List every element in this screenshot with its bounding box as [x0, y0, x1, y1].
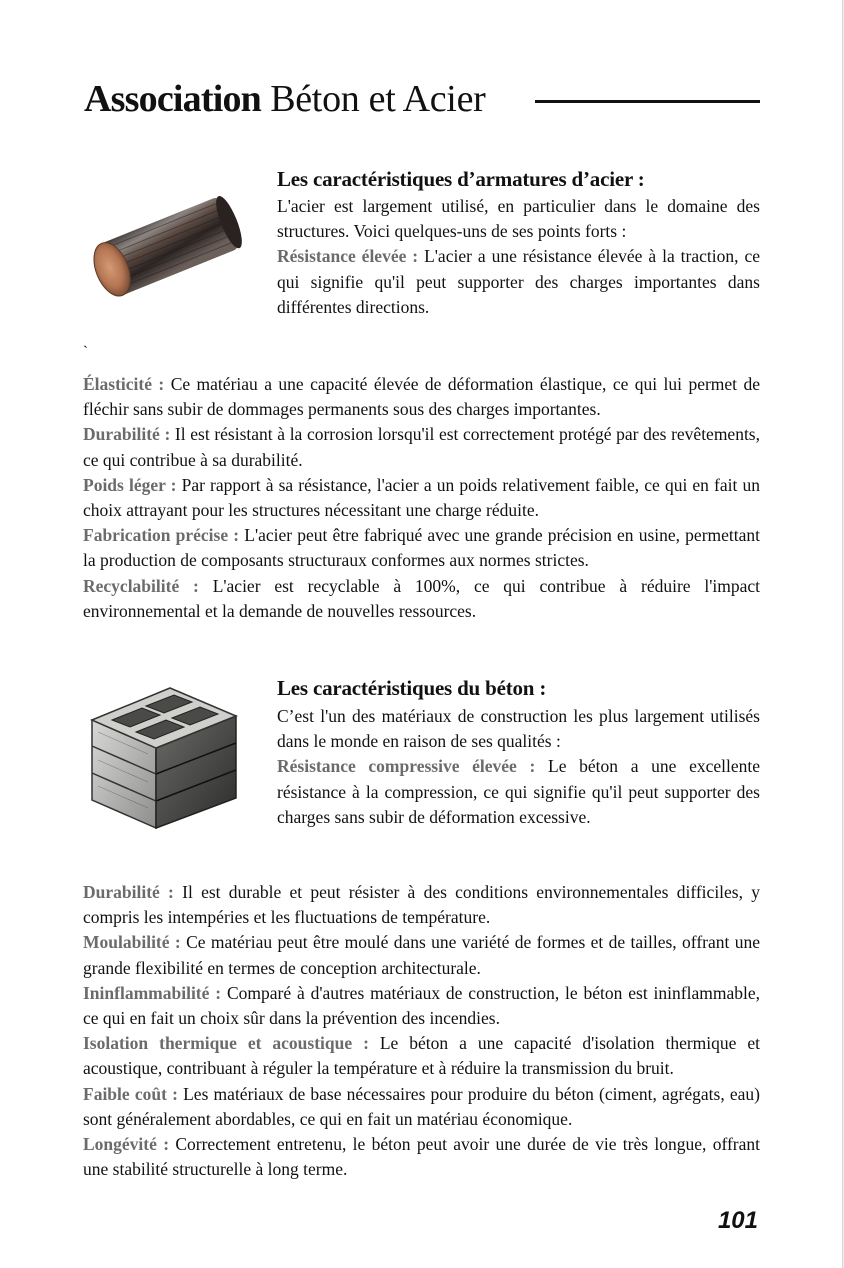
concrete-point: [83, 880, 760, 930]
concrete-section-heading: Les caractéristiques du béton :: [277, 676, 547, 700]
concrete-point: [83, 1082, 760, 1132]
point-text: Ce matériau peut être moulé dans une variété de formes et de tailles, offrant une grande flexibilité en termes de conception architecturale.: [83, 932, 760, 978]
point-text: Le béton a une capacité d'isolation thermique et acoustique, contribuant à réguler la température et à réduire la transmission du bruit.: [83, 1033, 760, 1079]
point-term: Élasticité :: [83, 374, 165, 394]
point-term: Durabilité :: [83, 424, 171, 445]
concrete-point: [83, 930, 760, 980]
steel-point: [83, 523, 760, 573]
point-text: Correctement entretenu, le béton peut avoir une durée de vie très longue, offrant une stabilité structurelle à long terme.: [83, 1134, 760, 1180]
point-text: Par rapport à sa résistance, l'acier a un poids relativement faible, ce qui en fait un choix attrayant pour les structures nécessitant une charge réduite.: [83, 474, 760, 521]
point-term: Faible coût :: [83, 1083, 178, 1104]
steel-rebar-illustration: [84, 192, 246, 304]
point-term: Recyclabilité :: [83, 575, 199, 596]
point-term: Ininflammabilité :: [83, 982, 222, 1003]
point-term: Fabrication précise :: [83, 525, 240, 546]
point-term: Poids léger :: [83, 474, 177, 495]
point-text: Comparé à d'autres matériaux de construction, le béton est ininflammable, ce qui en fait un choix sûr dans la prévention des incendies.: [83, 982, 760, 1029]
concrete-points-list: [83, 880, 760, 1182]
point-text: Ce matériau a une capacité élevée de déformation élastique, ce qui lui permet de fléchir sans subir de dommages permanents sous des charges importantes.: [83, 374, 760, 420]
point-text: Il est résistant à la corrosion lorsqu'il est correctement protégé par des revêtements, ce qui contribue à sa durabilité.: [83, 424, 760, 470]
stray-mark: `: [83, 344, 88, 360]
steel-points-list: [83, 372, 760, 624]
steel-section-heading: Les caractéristiques d’armatures d’acier :: [277, 167, 645, 191]
point-text: Il est durable et peut résister à des conditions environnementales difficiles, y compris les intempéries et les fluctuations de température.: [83, 882, 760, 928]
point-text: Le béton a une excellente résistance à la compression, ce qui signifie qu'il peut supporter des charges sans subir de déformation excessive.: [277, 756, 761, 827]
point-term: Résistance compressive élevée :: [277, 756, 536, 777]
steel-intro: L'acier est largement utilisé, en particulier dans le domaine des structures. Voici quelques-uns de ses points forts :: [277, 196, 760, 242]
concrete-point-resistance: [277, 754, 760, 830]
concrete-point: [83, 1132, 760, 1182]
steel-point-resistance: [277, 244, 760, 320]
point-term: Moulabilité :: [83, 932, 181, 953]
steel-point: [83, 574, 760, 624]
title-rule: [535, 100, 760, 103]
title-bold-part: Association: [84, 78, 261, 120]
page-title: [84, 76, 485, 122]
steel-point: [83, 473, 760, 523]
concrete-blocks-illustration: [88, 682, 240, 830]
page-number: 101: [717, 1207, 758, 1234]
steel-point: [83, 372, 760, 422]
point-term: Longévité :: [83, 1134, 170, 1155]
steel-intro-block: [277, 194, 760, 320]
point-text: L'acier est recyclable à 100%, ce qui contribue à réduire l'impact environnemental et la demande de nouvelles ressources.: [83, 575, 760, 621]
point-term: Durabilité :: [83, 882, 174, 902]
concrete-intro: C’est l'un des matériaux de construction les plus largement utilisés dans le monde en raison de ses qualités :: [277, 706, 760, 752]
point-text: Les matériaux de base nécessaires pour produire du béton (ciment, agrégats, eau) sont généralement abordables, ce qui en fait un matériau économique.: [83, 1083, 760, 1129]
concrete-point: [83, 981, 760, 1031]
steel-point: [83, 422, 760, 472]
title-regular-part: Béton et Acier: [261, 78, 486, 120]
point-term: Isolation thermique et acoustique :: [83, 1033, 369, 1054]
point-text: L'acier a une résistance élevée à la traction, ce qui signifie qu'il peut supporter des charges importantes dans différentes directions.: [277, 246, 760, 317]
concrete-point: [83, 1031, 760, 1081]
point-term: Résistance élevée :: [277, 246, 419, 267]
concrete-intro-block: [277, 704, 760, 830]
point-text: L'acier peut être fabriqué avec une grande précision en usine, permettant la production de composants structuraux conformes aux normes strictes.: [83, 525, 761, 571]
